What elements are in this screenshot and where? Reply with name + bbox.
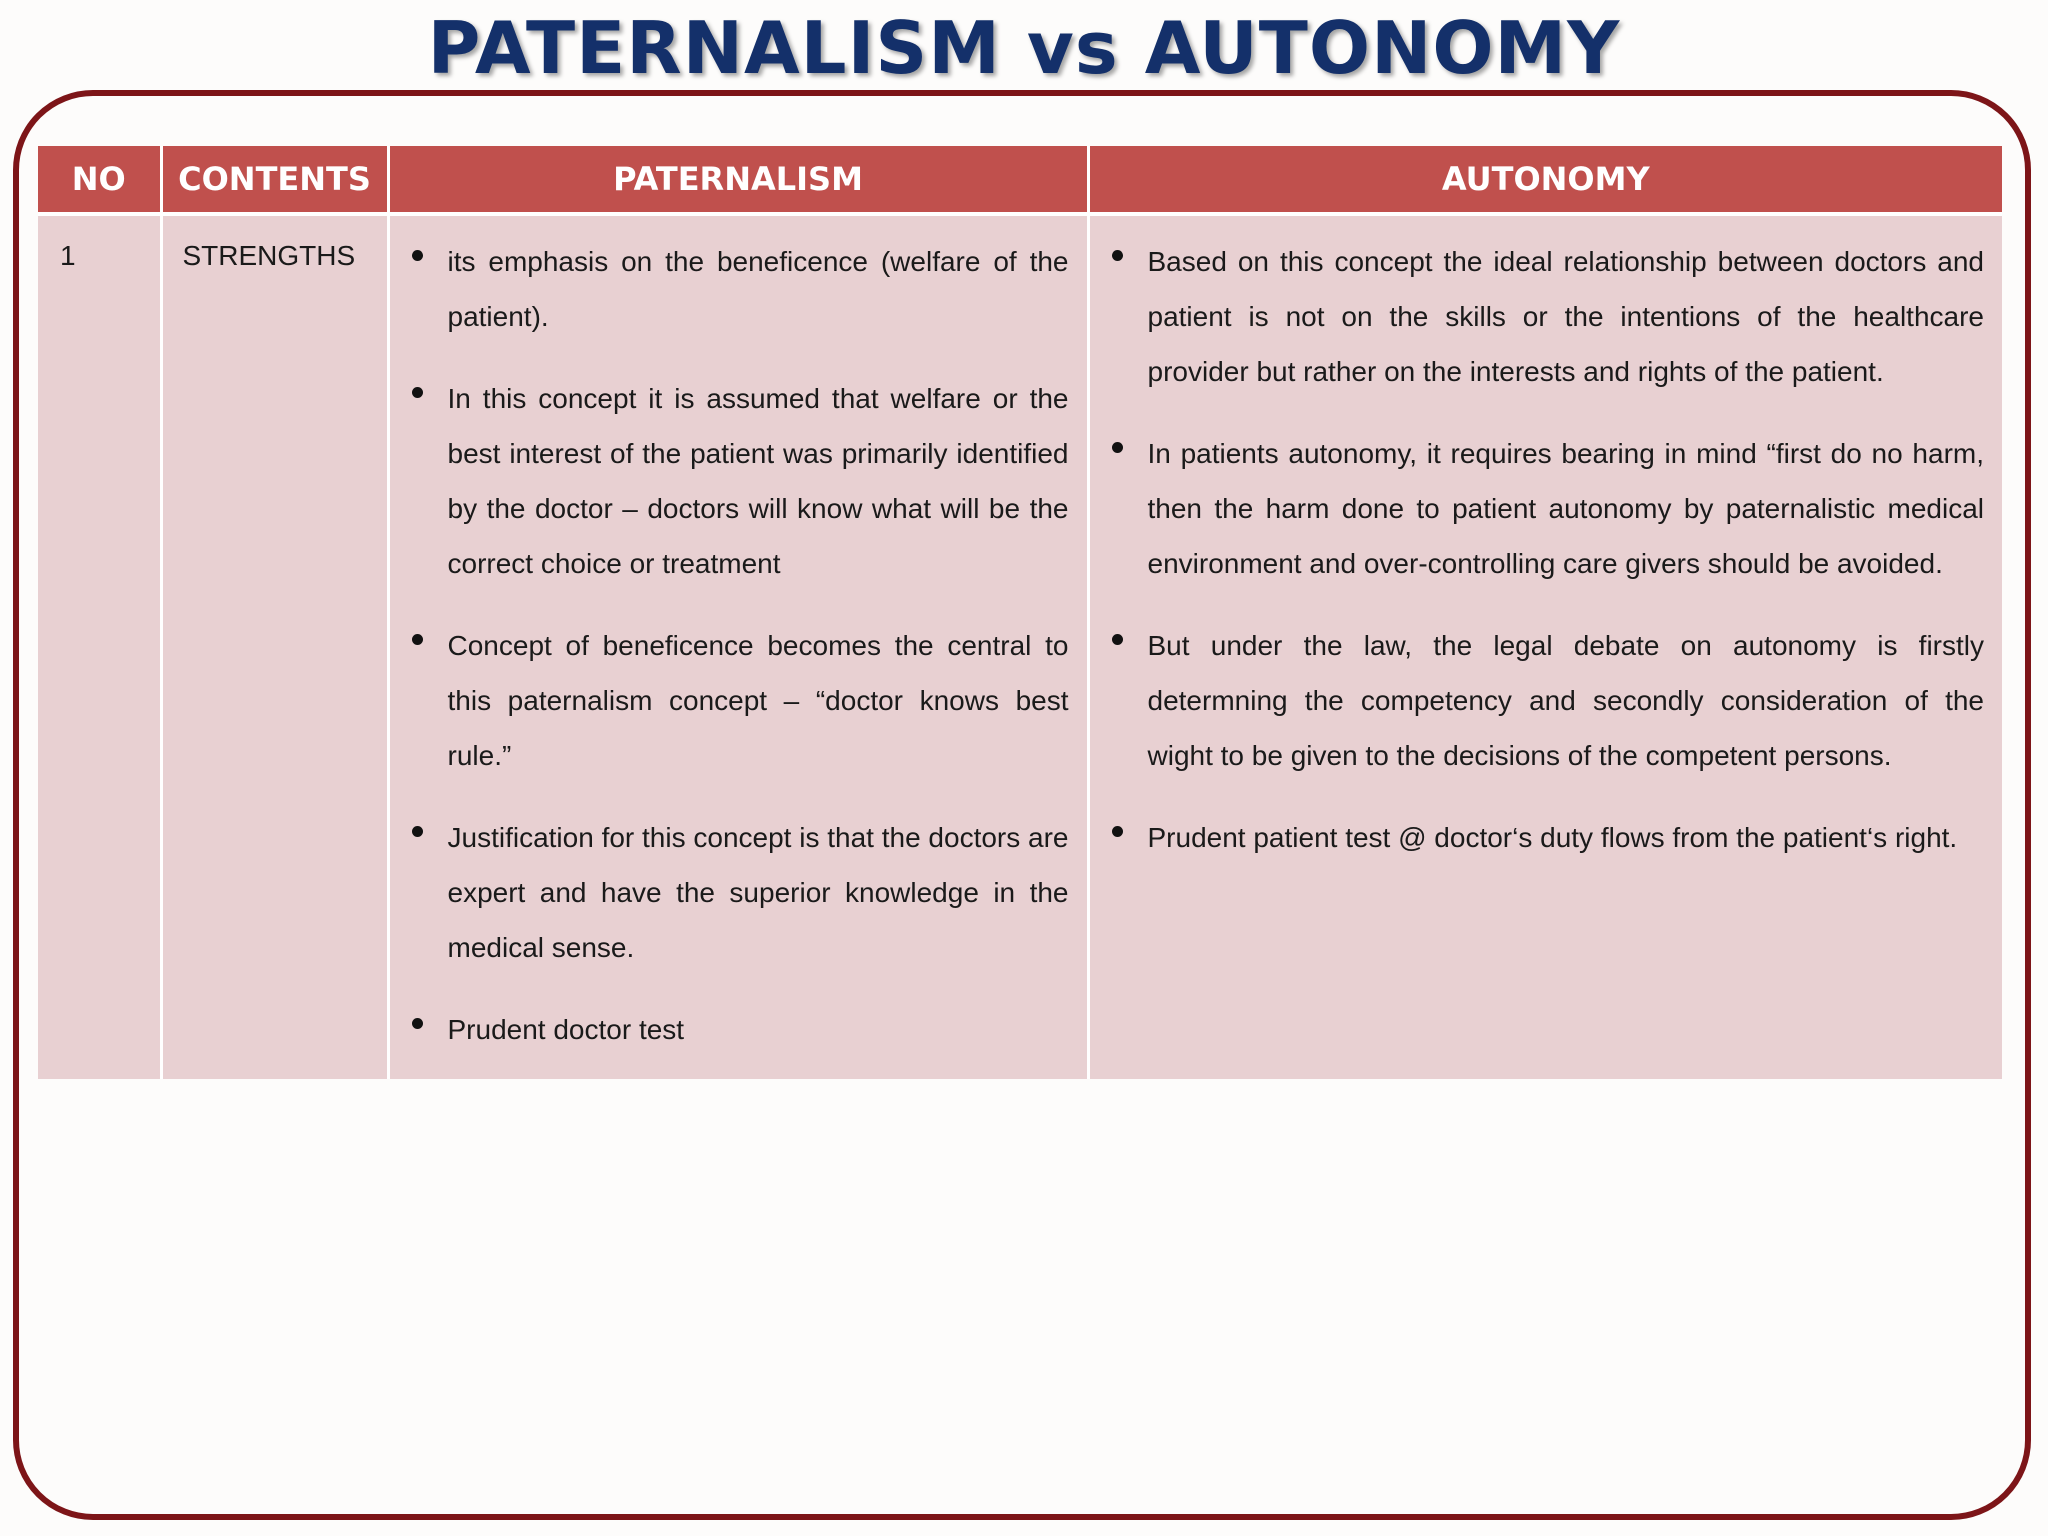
autonomy-point: In patients autonomy, it requires bearing in mind “first do no harm, then the harm done to patient autonomy by paternalistic medical environment and over-controlling care givers should be avoided. — [1090, 426, 1985, 591]
autonomy-list — [1090, 216, 2003, 887]
comparison-table — [38, 146, 2002, 1079]
header-paternalism: PATERNALISM — [388, 146, 1088, 214]
paternalism-point: Justification for this concept is that the doctors are expert and have the superior knowledge in the medical sense. — [390, 810, 1069, 975]
cell-autonomy — [1088, 214, 2002, 1079]
autonomy-point: Based on this concept the ideal relationship between doctors and patient is not on the skills or the intentions of the healthcare provider but rather on the interests and rights of the patient. — [1090, 234, 1985, 399]
slide-title: PATERNALISM vs AUTONOMY — [427, 6, 1621, 90]
paternalism-point: its emphasis on the beneficence (welfare of the patient). — [390, 234, 1069, 344]
autonomy-point: But under the law, the legal debate on autonomy is firstly determning the competency and secondly consideration of the wight to be given to the decisions of the competent persons. — [1090, 618, 1985, 783]
paternalism-point: Prudent doctor test — [390, 1002, 1069, 1057]
paternalism-point: Concept of beneficence becomes the central to this paternalism concept – “doctor knows best rule.” — [390, 618, 1069, 783]
paternalism-point: In this concept it is assumed that welfare or the best interest of the patient was primarily identified by the doctor – doctors will know what will be the correct choice or treatment — [390, 371, 1069, 591]
table-row — [38, 214, 2002, 1079]
cell-no: 1 — [38, 214, 161, 1079]
cell-paternalism — [388, 214, 1088, 1079]
autonomy-point: Prudent patient test @ doctor‘s duty flows from the patient‘s right. — [1090, 810, 1985, 865]
paternalism-list — [390, 216, 1087, 1079]
header-contents: CONTENTS — [161, 146, 388, 214]
header-no: NO — [38, 146, 161, 214]
table-header-row — [38, 146, 2002, 214]
cell-contents: STRENGTHS — [161, 214, 388, 1079]
header-autonomy: AUTONOMY — [1088, 146, 2002, 214]
